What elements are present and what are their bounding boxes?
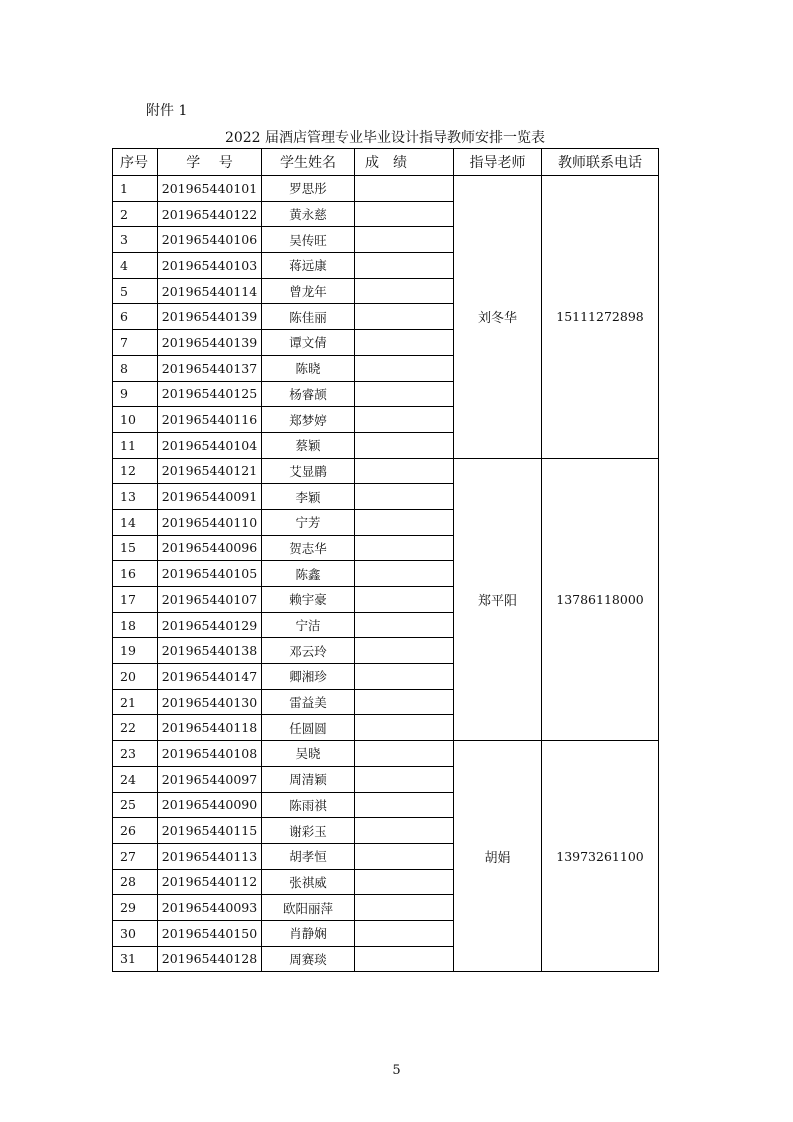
cell-score <box>355 920 454 946</box>
cell-student-name: 郑梦婷 <box>262 407 355 433</box>
header-student-name: 学生姓名 <box>262 149 355 176</box>
header-score: 成 绩 <box>355 149 454 176</box>
cell-score <box>355 432 454 458</box>
cell-score <box>355 818 454 844</box>
cell-student-name: 雷益美 <box>262 689 355 715</box>
cell-student-id: 201965440129 <box>158 612 262 638</box>
cell-student-id: 201965440101 <box>158 176 262 202</box>
cell-no: 28 <box>113 869 158 895</box>
cell-student-name: 谭文倩 <box>262 330 355 356</box>
cell-student-id: 201965440093 <box>158 895 262 921</box>
cell-score <box>355 612 454 638</box>
advisor-table <box>112 148 659 972</box>
cell-score <box>355 458 454 484</box>
cell-no: 8 <box>113 355 158 381</box>
cell-score <box>355 766 454 792</box>
cell-student-name: 邓云玲 <box>262 638 355 664</box>
cell-student-id: 201965440096 <box>158 535 262 561</box>
cell-no: 5 <box>113 278 158 304</box>
table-row <box>113 458 659 484</box>
cell-student-name: 任圆圆 <box>262 715 355 741</box>
cell-no: 1 <box>113 176 158 202</box>
cell-student-id: 201965440112 <box>158 869 262 895</box>
cell-score <box>355 792 454 818</box>
cell-student-name: 陈鑫 <box>262 561 355 587</box>
cell-no: 31 <box>113 946 158 972</box>
cell-no: 22 <box>113 715 158 741</box>
table-header-row <box>113 149 659 176</box>
cell-no: 25 <box>113 792 158 818</box>
cell-score <box>355 895 454 921</box>
cell-teacher: 刘冬华 <box>454 176 542 459</box>
cell-student-id: 201965440114 <box>158 278 262 304</box>
cell-student-name: 宁芳 <box>262 509 355 535</box>
attachment-label: 附件 1 <box>146 103 188 119</box>
cell-score <box>355 535 454 561</box>
cell-student-id: 201965440106 <box>158 227 262 253</box>
cell-score <box>355 253 454 279</box>
cell-no: 18 <box>113 612 158 638</box>
cell-student-id: 201965440150 <box>158 920 262 946</box>
cell-score <box>355 227 454 253</box>
header-no: 序号 <box>113 149 158 176</box>
cell-score <box>355 201 454 227</box>
cell-student-id: 201965440138 <box>158 638 262 664</box>
cell-no: 6 <box>113 304 158 330</box>
cell-teacher: 胡娟 <box>454 741 542 972</box>
cell-student-name: 卿湘珍 <box>262 664 355 690</box>
cell-student-name: 陈佳丽 <box>262 304 355 330</box>
cell-no: 20 <box>113 664 158 690</box>
cell-no: 14 <box>113 509 158 535</box>
cell-score <box>355 715 454 741</box>
cell-student-name: 曾龙年 <box>262 278 355 304</box>
cell-score <box>355 869 454 895</box>
cell-score <box>355 587 454 613</box>
cell-no: 15 <box>113 535 158 561</box>
cell-score <box>355 304 454 330</box>
cell-no: 12 <box>113 458 158 484</box>
cell-student-name: 罗思彤 <box>262 176 355 202</box>
cell-student-name: 蔡颖 <box>262 432 355 458</box>
cell-student-id: 201965440104 <box>158 432 262 458</box>
cell-student-id: 201965440139 <box>158 304 262 330</box>
cell-score <box>355 176 454 202</box>
cell-student-id: 201965440139 <box>158 330 262 356</box>
cell-phone: 13786118000 <box>542 458 659 741</box>
cell-phone: 15111272898 <box>542 176 659 459</box>
cell-student-id: 201965440091 <box>158 484 262 510</box>
cell-student-id: 201965440147 <box>158 664 262 690</box>
cell-score <box>355 278 454 304</box>
table-body <box>113 176 659 972</box>
cell-no: 16 <box>113 561 158 587</box>
cell-no: 21 <box>113 689 158 715</box>
cell-student-name: 吴晓 <box>262 741 355 767</box>
cell-no: 9 <box>113 381 158 407</box>
cell-no: 7 <box>113 330 158 356</box>
cell-student-id: 201965440113 <box>158 843 262 869</box>
cell-student-id: 201965440097 <box>158 766 262 792</box>
cell-student-name: 贺志华 <box>262 535 355 561</box>
cell-student-id: 201965440137 <box>158 355 262 381</box>
cell-student-name: 周赛琰 <box>262 946 355 972</box>
cell-no: 17 <box>113 587 158 613</box>
cell-score <box>355 946 454 972</box>
cell-student-id: 201965440122 <box>158 201 262 227</box>
cell-student-id: 201965440115 <box>158 818 262 844</box>
cell-no: 4 <box>113 253 158 279</box>
cell-no: 10 <box>113 407 158 433</box>
cell-student-id: 201965440116 <box>158 407 262 433</box>
header-phone: 教师联系电话 <box>542 149 659 176</box>
cell-student-id: 201965440128 <box>158 946 262 972</box>
cell-student-id: 201965440118 <box>158 715 262 741</box>
cell-score <box>355 330 454 356</box>
page-title: 2022 届酒店管理专业毕业设计指导教师安排一览表 <box>224 130 546 146</box>
cell-student-name: 张祺威 <box>262 869 355 895</box>
cell-no: 30 <box>113 920 158 946</box>
cell-score <box>355 638 454 664</box>
cell-student-name: 杨睿颉 <box>262 381 355 407</box>
table-row <box>113 176 659 202</box>
cell-student-id: 201965440103 <box>158 253 262 279</box>
cell-student-id: 201965440105 <box>158 561 262 587</box>
cell-student-name: 谢彩玉 <box>262 818 355 844</box>
cell-no: 2 <box>113 201 158 227</box>
cell-no: 3 <box>113 227 158 253</box>
header-teacher: 指导老师 <box>454 149 542 176</box>
cell-score <box>355 741 454 767</box>
cell-no: 29 <box>113 895 158 921</box>
cell-student-id: 201965440108 <box>158 741 262 767</box>
cell-student-name: 赖宇豪 <box>262 587 355 613</box>
cell-student-id: 201965440125 <box>158 381 262 407</box>
cell-student-name: 陈雨祺 <box>262 792 355 818</box>
cell-no: 19 <box>113 638 158 664</box>
cell-student-id: 201965440130 <box>158 689 262 715</box>
cell-score <box>355 689 454 715</box>
cell-score <box>355 664 454 690</box>
cell-score <box>355 381 454 407</box>
cell-score <box>355 561 454 587</box>
cell-score <box>355 843 454 869</box>
cell-student-id: 201965440107 <box>158 587 262 613</box>
page-number: 5 <box>392 1063 401 1078</box>
cell-student-name: 胡孝恒 <box>262 843 355 869</box>
cell-no: 23 <box>113 741 158 767</box>
cell-student-id: 201965440090 <box>158 792 262 818</box>
cell-score <box>355 509 454 535</box>
cell-student-name: 艾显鹛 <box>262 458 355 484</box>
cell-no: 24 <box>113 766 158 792</box>
header-student-id: 学 号 <box>158 149 262 176</box>
cell-score <box>355 484 454 510</box>
cell-no: 11 <box>113 432 158 458</box>
table-row <box>113 741 659 767</box>
cell-student-name: 欧阳丽萍 <box>262 895 355 921</box>
cell-no: 26 <box>113 818 158 844</box>
cell-student-name: 李颖 <box>262 484 355 510</box>
cell-student-name: 周清颖 <box>262 766 355 792</box>
cell-student-name: 陈晓 <box>262 355 355 381</box>
cell-student-name: 宁洁 <box>262 612 355 638</box>
cell-student-name: 吴传旺 <box>262 227 355 253</box>
cell-score <box>355 355 454 381</box>
cell-no: 13 <box>113 484 158 510</box>
cell-no: 27 <box>113 843 158 869</box>
cell-teacher: 郑平阳 <box>454 458 542 741</box>
cell-phone: 13973261100 <box>542 741 659 972</box>
cell-student-id: 201965440110 <box>158 509 262 535</box>
cell-student-name: 肖静娴 <box>262 920 355 946</box>
cell-student-id: 201965440121 <box>158 458 262 484</box>
cell-student-name: 蒋远康 <box>262 253 355 279</box>
cell-student-name: 黄永慈 <box>262 201 355 227</box>
cell-score <box>355 407 454 433</box>
